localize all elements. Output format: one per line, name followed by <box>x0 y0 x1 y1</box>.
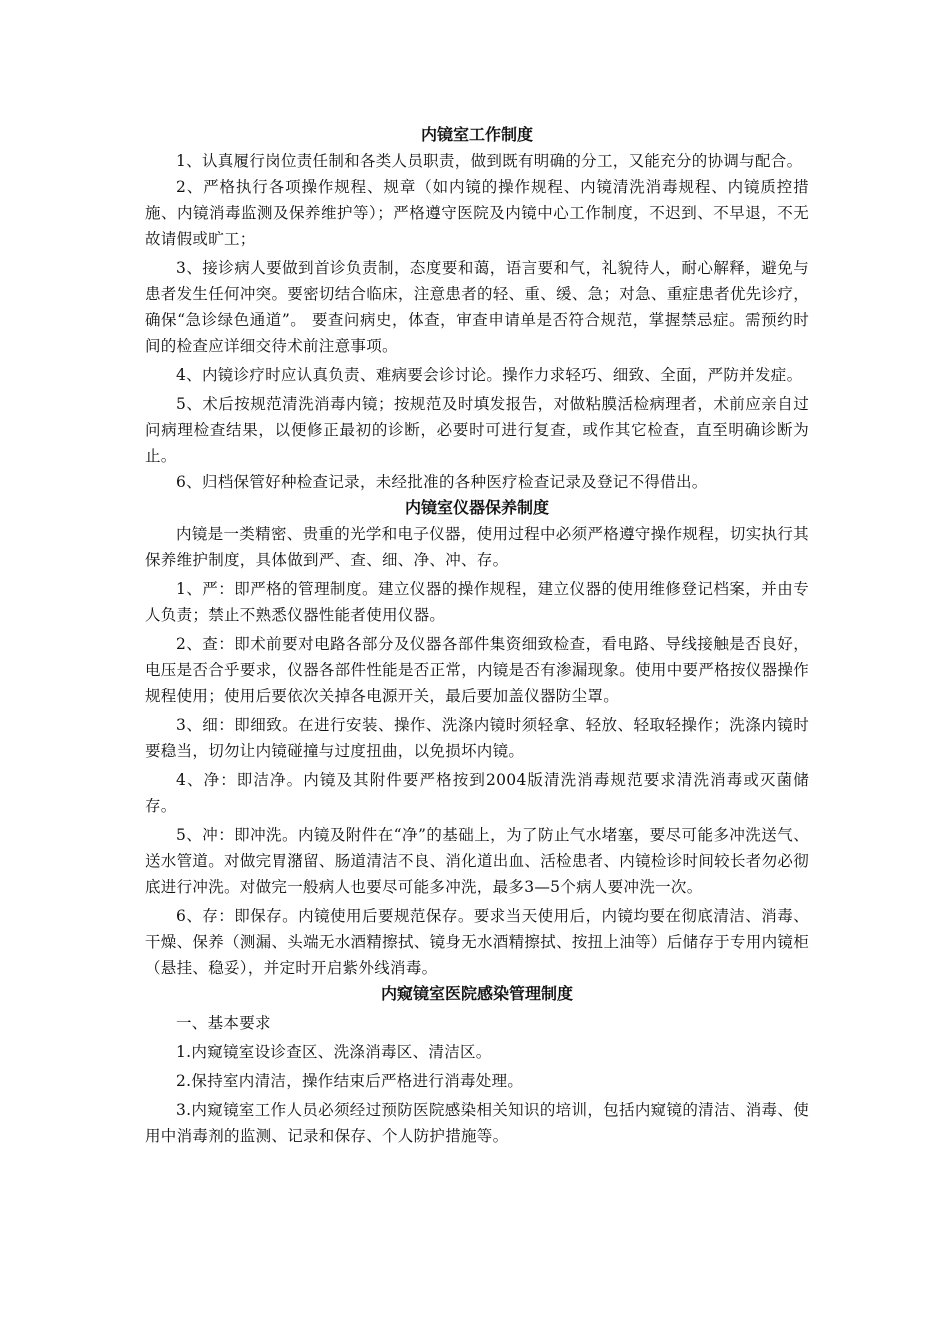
paragraph: 5、术后按规范清洗消毒内镜；按规范及时填发报告，对做粘膜活检病理者，术前应亲自过问病理检查结果，以便修正最初的诊断，必要时可进行复查，或作其它检查，直至明确诊断为止。 <box>145 395 809 465</box>
paragraph: 2.保持室内清洁，操作结束后严格进行消毒处理。 <box>176 1072 524 1090</box>
paragraph: 6、存：即保存。内镜使用后要规范保存。要求当天使用后，内镜均要在彻底清洁、消毒、干燥、保养（测漏、头端无水酒精擦拭、镜身无水酒精擦拭、按扭上油等）后储存于专用内镜柜（悬挂、稳妥），并定时开启紫外线消毒。 <box>145 907 809 977</box>
paragraph: 2、严格执行各项操作规程、规章（如内镜的操作规程、内镜清洗消毒规程、内镜质控措施、内镜消毒监测及保养维护等）；严格遵守医院及内镜中心工作制度，不迟到、不早退，不无故请假或旷工； <box>145 178 809 248</box>
paragraph: 内镜是一类精密、贵重的光学和电子仪器，使用过程中必须严格遵守操作规程，切实执行其保养维护制度，具体做到严、查、细、净、冲、存。 <box>145 525 809 569</box>
paragraph: 5、冲：即冲洗。内镜及附件在“净”的基础上，为了防止气水堵塞，要尽可能多冲洗送气、送水管道。对做完胃潴留、肠道清洁不良、消化道出血、活检患者、内镜检诊时间较长者勿必彻底进行冲洗。对做完一般病人也要尽可能多冲洗，最多3—5个病人要冲洗一次。 <box>145 826 809 896</box>
paragraph: 3.内窥镜室工作人员必须经过预防医院感染相关知识的培训，包括内窥镜的清洁、消毒、使用中消毒剂的监测、记录和保存、个人防护措施等。 <box>145 1101 809 1145</box>
paragraph: 1、严：即严格的管理制度。建立仪器的操作规程，建立仪器的使用维修登记档案，并由专人负责；禁止不熟悉仪器性能者使用仪器。 <box>145 580 809 624</box>
section-title-infection-control: 内窥镜室医院感染管理制度 <box>380 984 573 1003</box>
section-title-maintenance-rules: 内镜室仪器保养制度 <box>404 498 549 517</box>
paragraph: 2、查：即术前要对电路各部分及仪器各部件集资细致检查，看电路、导线接触是否良好，电压是否合乎要求，仪器各部件性能是否正常，内镜是否有渗漏现象。使用中要严格按仪器操作规程使用；使用后要依次关掉各电源开关，最后要加盖仪器防尘罩。 <box>145 635 809 705</box>
paragraph: 3、细：即细致。在进行安装、操作、洗涤内镜时须轻拿、轻放、轻取轻操作；洗涤内镜时要稳当，切勿让内镜碰撞与过度扭曲，以免损坏内镜。 <box>145 716 809 760</box>
paragraph: 6、归档保管好种检查记录，未经批准的各种医疗检查记录及登记不得借出。 <box>176 473 708 491</box>
paragraph: 一、基本要求 <box>176 1014 271 1032</box>
paragraph: 4、内镜诊疗时应认真负责、难病要会诊讨论。操作力求轻巧、细致、全面，严防并发症。 <box>176 366 803 384</box>
paragraph: 4、净：即洁净。内镜及其附件要严格按到2004版清洗消毒规范要求清洗消毒或灭菌储存。 <box>145 771 809 815</box>
section-title-work-rules: 内镜室工作制度 <box>420 125 533 144</box>
paragraph: 1、认真履行岗位责任制和各类人员职责，做到既有明确的分工，又能充分的协调与配合。 <box>176 152 803 170</box>
document-body <box>145 122 809 1149</box>
paragraph: 1.内窥镜室设诊查区、洗涤消毒区、清洁区。 <box>176 1043 492 1061</box>
paragraph: 3、接诊病人要做到首诊负责制，态度要和蔼，语言要和气，礼貌待人，耐心解释，避免与患者发生任何冲突。要密切结合临床，注意患者的轻、重、缓、急；对急、重症患者优先诊疗，确保“急诊绿色通道”。 要查问病史，体查，审查申请单是否符合规范，掌握禁忌症。需预约时间的检查应详细交待术前注意事项。 <box>145 259 809 355</box>
